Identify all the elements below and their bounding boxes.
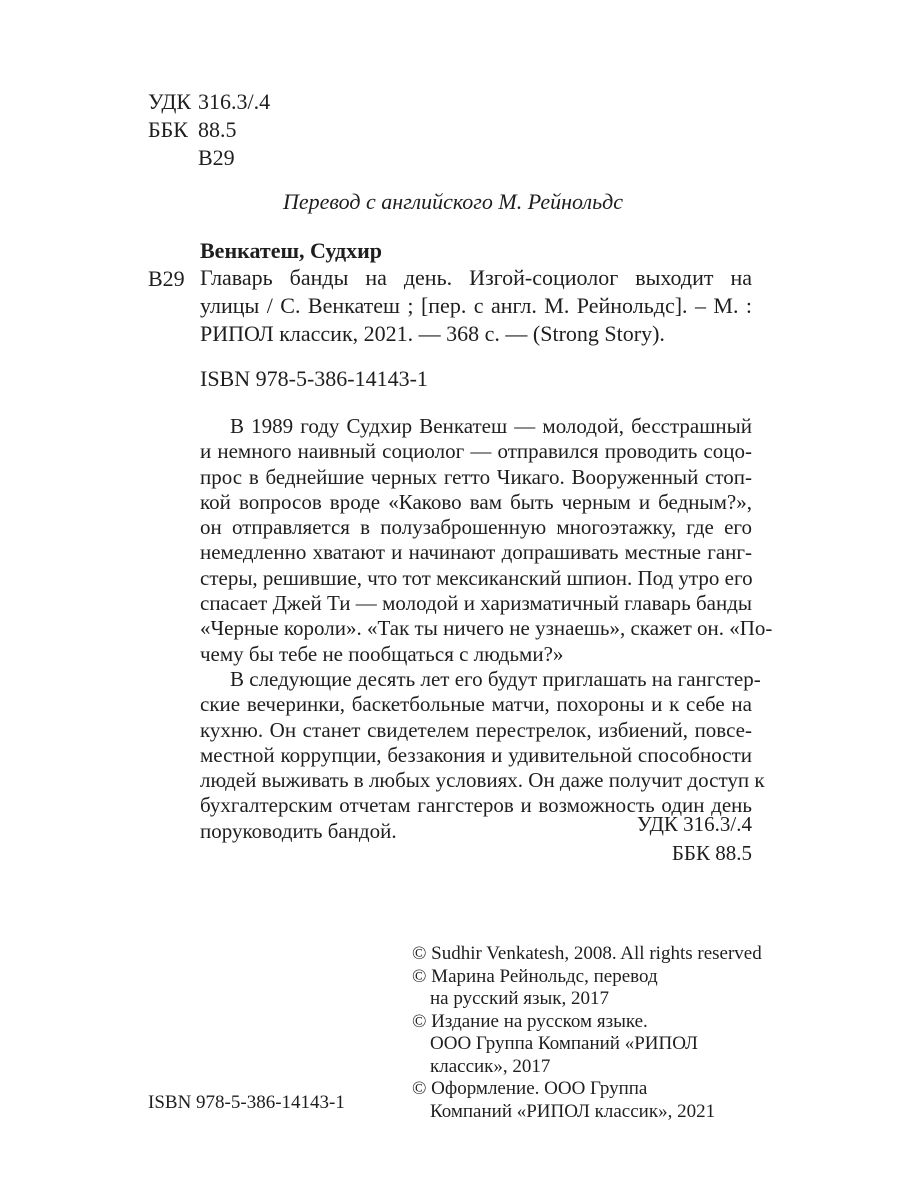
author-mark: В29 xyxy=(198,145,235,170)
author-heading: Венкатеш, Судхир xyxy=(200,238,383,263)
udk-label: УДК xyxy=(148,89,192,114)
copyright-line: © Марина Рейнольдс, перевод xyxy=(412,965,658,987)
bbk-row xyxy=(148,116,270,144)
annotation-line: он отправляется в полузаброшенную многоэтажку, где его xyxy=(200,515,752,540)
footer-bbk: ББК 88.5 xyxy=(671,841,752,865)
udk-value: 316.3/.4 xyxy=(198,89,271,114)
annotation-line: прос в беднейшие черных гетто Чикаго. Вооруженный стоп- xyxy=(200,464,752,489)
record-line: улицы / С. Венкатеш ; [пер. с англ. М. Рейнольдс]. – М. : xyxy=(200,293,752,318)
annotation-line: немедленно хватают и начинают допрашивать местные ганг- xyxy=(200,540,752,565)
annotation-line: и немного наивный социолог — отправился проводить соцо- xyxy=(200,439,752,464)
isbn-footer: ISBN 978-5-386-14143-1 xyxy=(148,1092,345,1113)
copyright-line: Компаний «РИПОЛ классик», 2021 xyxy=(430,1100,716,1122)
annotation xyxy=(200,414,773,844)
copyright-line: © Sudhir Venkatesh, 2008. All rights reserved xyxy=(412,943,762,964)
copyright-line: © Оформление. ООО Группа xyxy=(412,1078,648,1099)
annotation-line: В следующие десять лет его будут приглашать на гангстер- xyxy=(230,666,761,691)
copyright-line: ООО Группа Компаний «РИПОЛ xyxy=(430,1033,698,1054)
annotation-line: спасает Джей Ти — молодой и харизматичный главарь банды xyxy=(200,591,752,616)
annotation-line: кухню. Он станет свидетелем перестрелок, избиений, повсе- xyxy=(200,717,752,742)
isbn: ISBN 978-5-386-14143-1 xyxy=(200,366,428,391)
annotation-line: стеры, решившие, что тот мексиканский шпион. Под утро его xyxy=(200,565,753,590)
annotation-line: людей выживать в любых условиях. Он даже получит доступ к xyxy=(200,768,765,793)
bbk-label: ББК xyxy=(148,117,188,142)
annotation-line: бухгалтерским отчетам гангстеров и возможность один день xyxy=(200,793,752,818)
bibliographic-record xyxy=(200,264,752,348)
footer-classification xyxy=(637,810,752,868)
author-mark-row xyxy=(148,144,270,172)
annotation-line: В 1989 году Судхир Венкатеш — молодой, бесстрашный xyxy=(230,414,752,438)
annotation-line: «Черные короли». «Так ты ничего не узнаешь», скажет он. «По- xyxy=(200,616,773,641)
udk-row xyxy=(148,88,270,116)
translator-note: Перевод с английского М. Рейнольдс xyxy=(283,189,623,214)
bbk-value: 88.5 xyxy=(198,117,237,142)
annotation-line: поруководить бандой. xyxy=(200,818,397,843)
annotation-line: чему бы тебе не пообщаться с людьми?» xyxy=(200,641,564,666)
annotation-line: кой вопросов вроде «Каково вам быть черным и бедным?», xyxy=(200,489,752,514)
copyright-line: классик», 2017 xyxy=(430,1055,551,1077)
record-line: РИПОЛ классик, 2021. — 368 с. — (Strong Story). xyxy=(200,321,665,346)
copyright-block xyxy=(412,943,762,1123)
footer-udk: УДК 316.3/.4 xyxy=(636,812,752,836)
annotation-line: местной коррупции, беззакония и удивительной способности xyxy=(200,742,752,767)
annotation-line: ские вечеринки, баскетбольные матчи, похороны и к себе на xyxy=(200,692,752,717)
author-code: В29 xyxy=(148,266,185,291)
record-line: Главарь банды на день. Изгой-социолог выходит на xyxy=(200,265,752,290)
copyright-line: на русский язык, 2017 xyxy=(430,988,610,1009)
copyright-line: © Издание на русском языке. xyxy=(412,1010,648,1032)
classification-codes xyxy=(148,88,270,172)
